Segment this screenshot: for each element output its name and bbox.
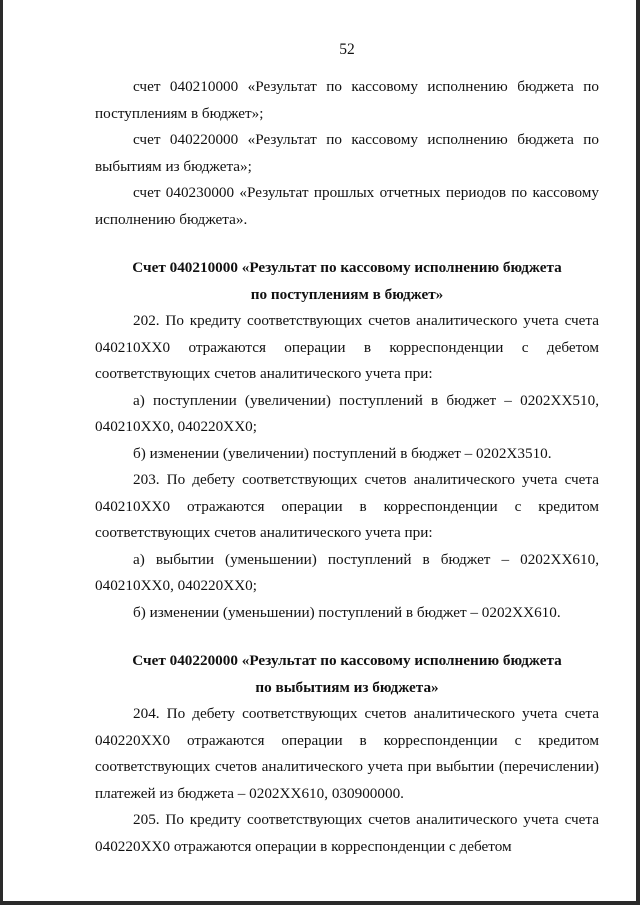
paragraph-204: 204. По дебету соответствующих счетов аналитического учета счета 040220ХХ0 отражаются операции в корреспонденции с кредитом соответствующих счетов аналитического учета при выбытии (перечислении) платежей из бюджета – 0202ХХ610, 030900000. xyxy=(95,705,599,802)
scan-edge-right xyxy=(636,0,640,905)
section-heading-line: по поступлениям в бюджет» xyxy=(250,285,444,303)
document-body xyxy=(95,40,599,860)
scan-edge-bottom xyxy=(0,901,640,905)
paragraph-202: 202. По кредиту соответствующих счетов аналитического учета счета 040210ХХ0 отражаются операции в корреспонденции с дебетом соответствующих счетов аналитического учета при: xyxy=(95,312,599,382)
paragraph-202-a: а) поступлении (увеличении) поступлений в бюджет – 0202ХХ510, 040210ХХ0, 040220ХХ0; xyxy=(95,391,599,435)
paragraph-205: 205. По кредиту соответствующих счетов аналитического учета счета 040220ХХ0 отражаются операции в корреспонденции с дебетом xyxy=(95,811,599,855)
scan-edge-left xyxy=(0,0,3,905)
intro-paragraph-3: счет 040230000 «Результат прошлых отчетных периодов по кассовому исполнению бюджета». xyxy=(95,184,599,228)
paragraph-203-a: а) выбытии (уменьшении) поступлений в бюджет – 0202ХХ610, 040210ХХ0, 040220ХХ0; xyxy=(95,550,599,594)
section-heading-line: Счет 040210000 «Результат по кассовому исполнению бюджета xyxy=(132,259,562,276)
paragraph-203: 203. По дебету соответствующих счетов аналитического учета счета 040210ХХ0 отражаются операции в корреспонденции с кредитом соответствующих счетов аналитического учета при: xyxy=(95,471,599,541)
intro-paragraph-2: счет 040220000 «Результат по кассовому исполнению бюджета по выбытиям из бюджета»; xyxy=(95,131,599,175)
section-heading-line: Счет 040220000 «Результат по кассовому исполнению бюджета xyxy=(132,652,562,669)
section-heading-040210000 xyxy=(95,255,599,308)
intro-paragraph-1: счет 040210000 «Результат по кассовому исполнению бюджета по поступлениям в бюджет»; xyxy=(95,78,599,122)
paragraph-202-b: б) изменении (увеличении) поступлений в бюджет – 0202Х3510. xyxy=(133,444,552,462)
page-number: 52 xyxy=(339,41,355,58)
section-heading-line: по выбытиям из бюджета» xyxy=(255,678,439,696)
section-heading-040220000 xyxy=(95,648,599,701)
paragraph-203-b: б) изменении (уменьшении) поступлений в бюджет – 0202ХХ610. xyxy=(133,603,561,621)
